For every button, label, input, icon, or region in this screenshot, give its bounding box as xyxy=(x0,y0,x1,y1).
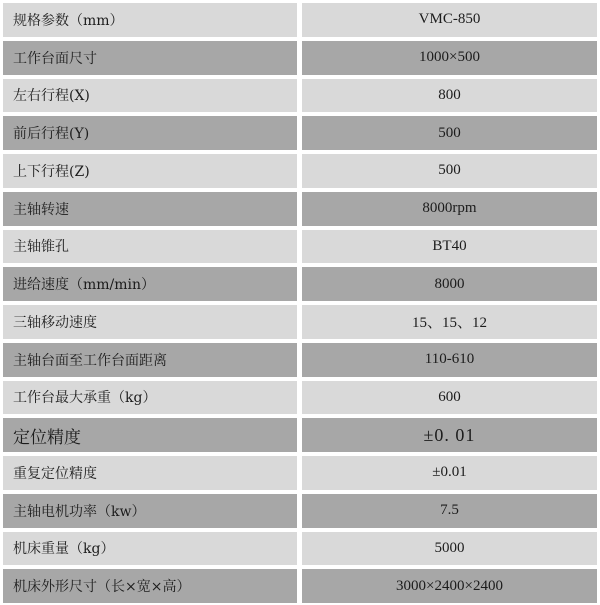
spec-label: 定位精度 xyxy=(3,418,297,452)
table-row xyxy=(3,79,597,113)
spec-label: 工作台最大承重（kg） xyxy=(3,381,297,415)
table-row xyxy=(3,343,597,377)
spec-label: 主轴台面至工作台面距离 xyxy=(3,343,297,377)
table-row xyxy=(3,569,597,603)
spec-value: VMC-850 xyxy=(302,3,597,37)
table-row xyxy=(3,456,597,490)
spec-value: 8000 xyxy=(302,267,597,301)
spec-label: 机床外形尺寸（长×宽×高） xyxy=(3,569,297,603)
spec-value: 500 xyxy=(302,116,597,150)
spec-value: 110-610 xyxy=(302,343,597,377)
spec-value: 800 xyxy=(302,79,597,113)
table-row xyxy=(3,418,597,452)
spec-label: 上下行程(Z) xyxy=(3,154,297,188)
spec-label: 重复定位精度 xyxy=(3,456,297,490)
spec-value: 500 xyxy=(302,154,597,188)
spec-value: 1000×500 xyxy=(302,41,597,75)
spec-value: ±0.01 xyxy=(302,456,597,490)
table-row xyxy=(3,116,597,150)
table-row xyxy=(3,267,597,301)
spec-label: 进给速度（mm/min） xyxy=(3,267,297,301)
table-row xyxy=(3,494,597,528)
table-row xyxy=(3,41,597,75)
spec-label: 三轴移动速度 xyxy=(3,305,297,339)
spec-label: 左右行程(X) xyxy=(3,79,297,113)
spec-value: 5000 xyxy=(302,532,597,566)
table-row xyxy=(3,305,597,339)
spec-value: 3000×2400×2400 xyxy=(302,569,597,603)
table-row xyxy=(3,192,597,226)
spec-value: BT40 xyxy=(302,230,597,264)
spec-value: 600 xyxy=(302,381,597,415)
table-row xyxy=(3,381,597,415)
spec-label: 主轴转速 xyxy=(3,192,297,226)
table-row xyxy=(3,532,597,566)
spec-label: 工作台面尺寸 xyxy=(3,41,297,75)
spec-value: ±0. 01 xyxy=(302,418,597,452)
spec-label: 前后行程(Y) xyxy=(3,116,297,150)
spec-label: 主轴锥孔 xyxy=(3,230,297,264)
spec-label: 机床重量（kg） xyxy=(3,532,297,566)
spec-label: 主轴电机功率（kw） xyxy=(3,494,297,528)
spec-label: 规格参数（mm） xyxy=(3,3,297,37)
spec-value: 7.5 xyxy=(302,494,597,528)
table-row xyxy=(3,3,597,37)
table-row xyxy=(3,154,597,188)
spec-value: 8000rpm xyxy=(302,192,597,226)
table-row xyxy=(3,230,597,264)
spec-value: 15、15、12 xyxy=(302,305,597,339)
